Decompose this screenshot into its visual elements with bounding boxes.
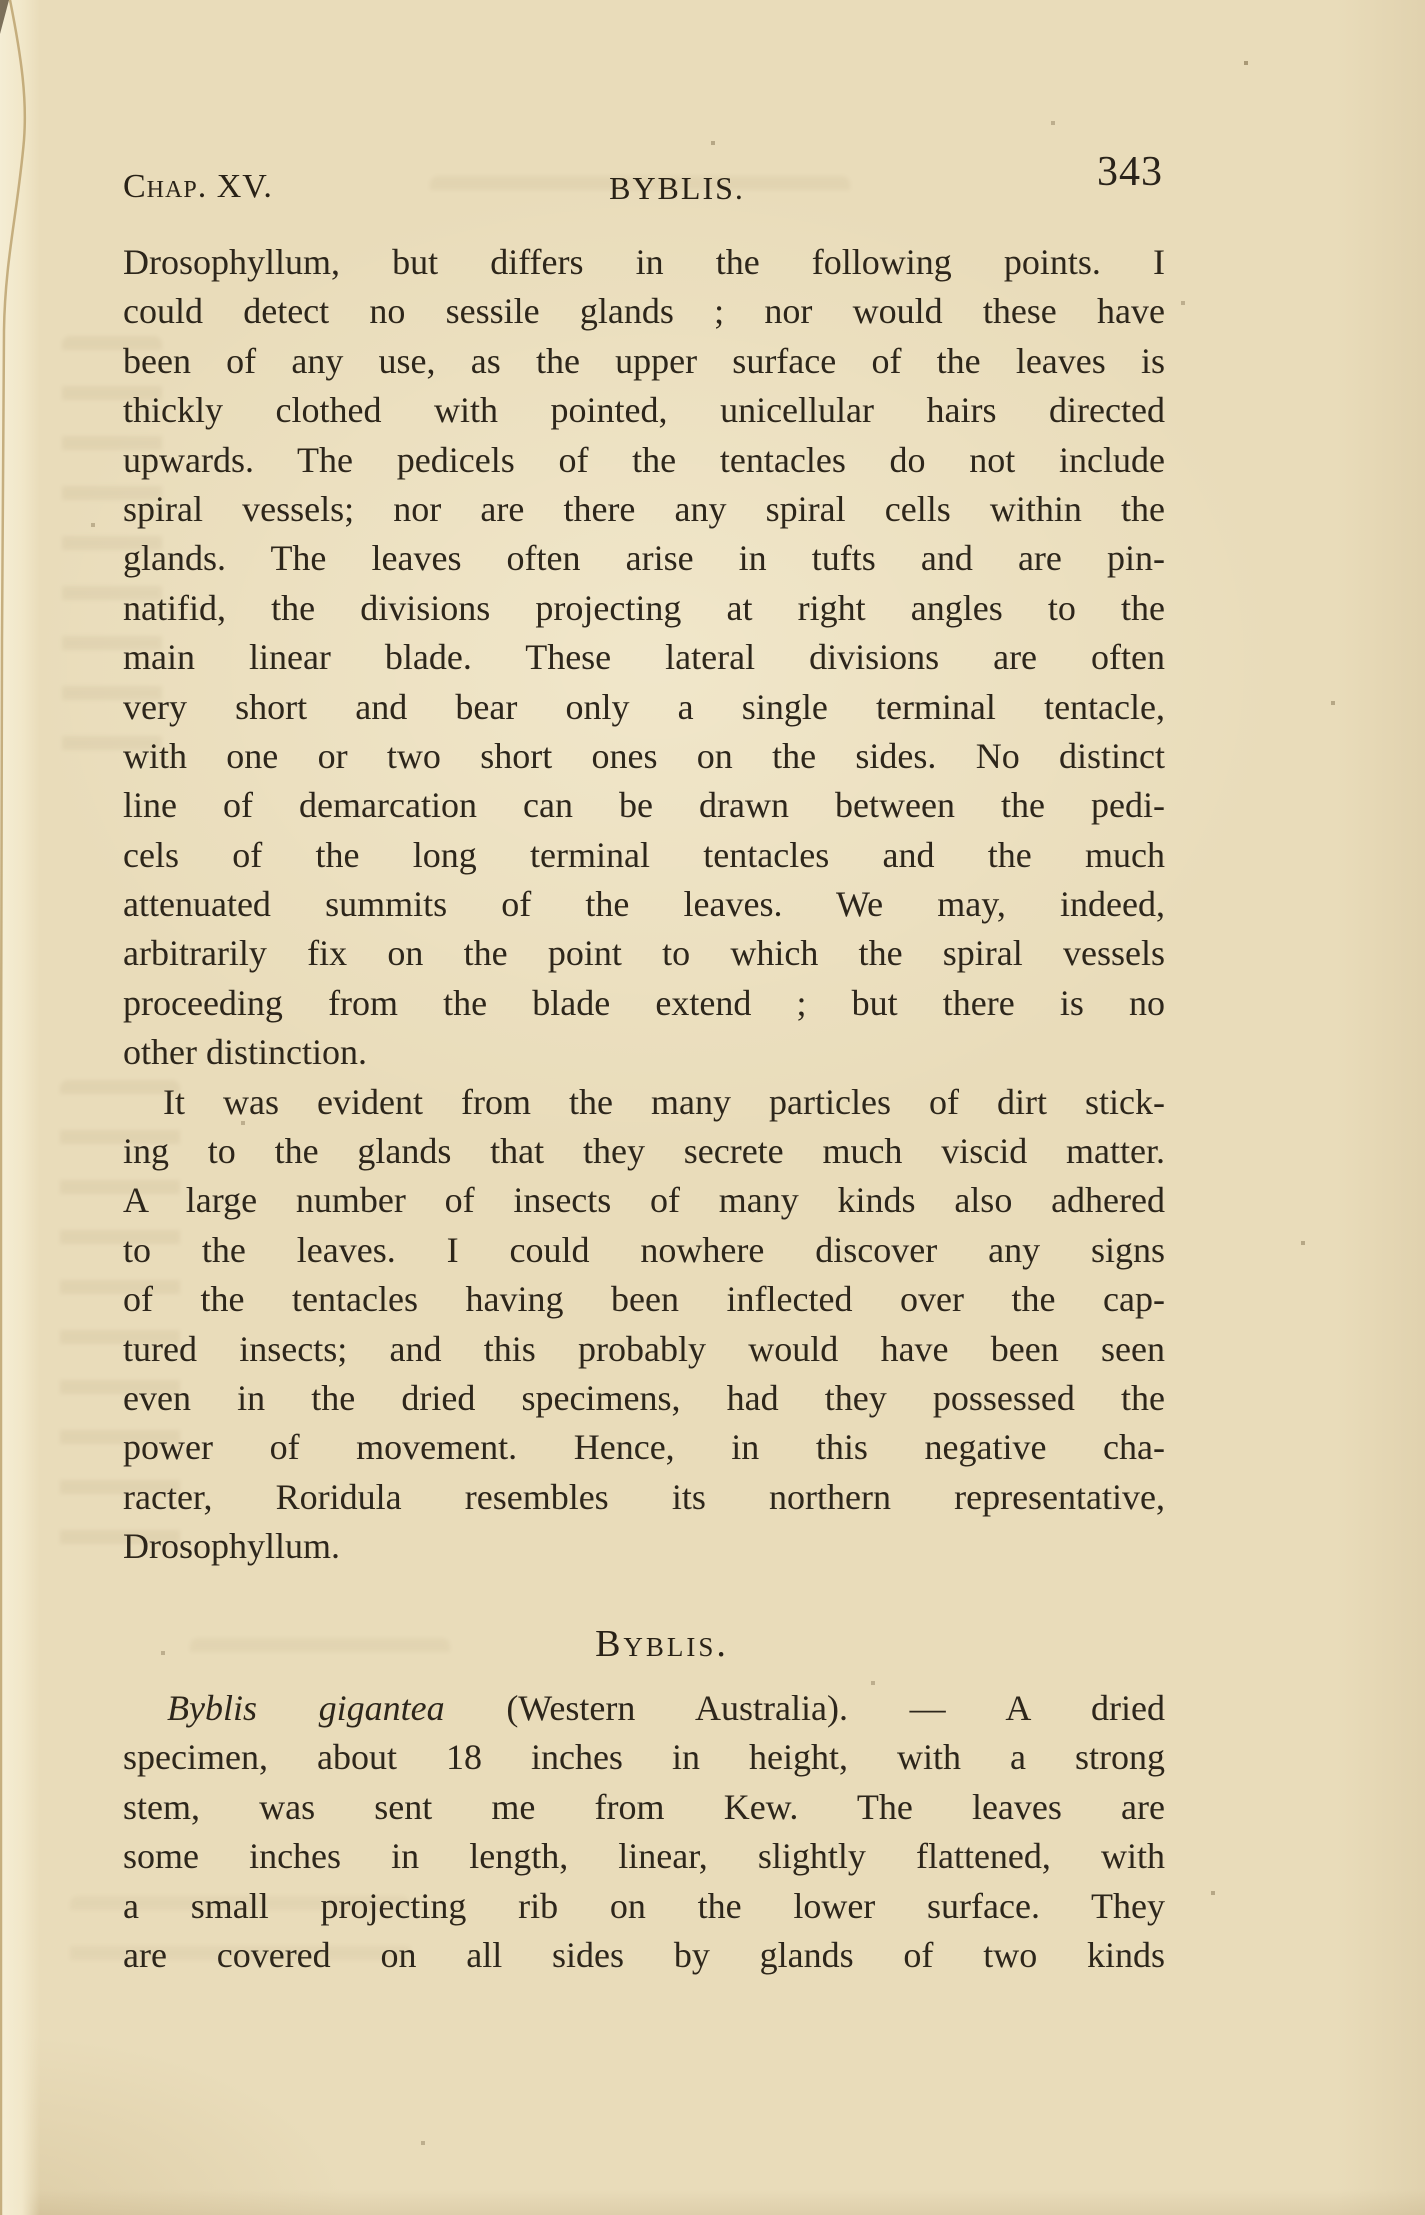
text-line: spiral vessels; nor are there any spiral cells within the [123,488,1165,529]
text-line: upwards. The pedicels of the tentacles do not include [123,439,1165,480]
paragraph [123,238,1165,1078]
text-line: Drosophyllum. [123,1526,341,1567]
text-line: thickly clothed with pointed, unicellular hairs directed [123,390,1165,431]
text-line: stem, was sent me from Kew. The leaves are [123,1786,1165,1827]
text-line: with one or two short ones on the sides. No distinct [123,735,1165,776]
chapter-label: Chap. XV. [123,168,273,205]
text-line: of the tentacles having been inflected over the cap- [123,1279,1165,1320]
species-name-italic: Byblis gigantea [167,1688,445,1728]
text-line: attenuated summits of the leaves. We may, indeed, [123,884,1165,925]
text-line: are covered on all sides by glands of two kinds [123,1934,1165,1975]
running-title: BYBLIS. [609,170,745,206]
page-edge-line [0,0,40,2215]
text-line: to the leaves. I could nowhere discover any signs [123,1229,1165,1270]
text-line: very short and bear only a single terminal tentacle, [123,686,1165,727]
text-line: glands. The leaves often arise in tufts and are pin- [123,538,1165,579]
text-line: some inches in length, linear, slightly flattened, with [123,1836,1165,1877]
text-line: specimen, about 18 inches in height, with a strong [123,1737,1165,1778]
body-text [123,238,1165,1572]
text-line: arbitrarily fix on the point to which the spiral vessels [123,933,1165,974]
text-line: power of movement. Hence, in this negative cha- [123,1427,1165,1468]
text-line: ing to the glands that they secrete much viscid matter. [123,1131,1165,1172]
running-header [0,0,1425,206]
section-heading: Byblis. [595,1623,729,1665]
text-line: cels of the long terminal tentacles and the much [123,834,1165,875]
text-line: a small projecting rib on the lower surface. They [123,1885,1165,1926]
paragraph [123,1078,1165,1572]
text-line: natifid, the divisions projecting at right angles to the [123,587,1165,628]
text-line: proceeding from the blade extend ; but there is no [123,982,1165,1023]
text-line: even in the dried specimens, had they possessed the [123,1377,1165,1418]
text-line: other distinction. [123,1032,367,1073]
text-line: main linear blade. These lateral divisions are often [123,637,1165,678]
text-line [123,1684,1165,1733]
text-line: racter, Roridula resembles its northern representative, [123,1476,1165,1517]
paragraph [123,1684,1165,1980]
text-line: could detect no sessile glands ; nor would these have [123,291,1165,332]
page-number: 343 [1097,149,1163,195]
text-line: been of any use, as the upper surface of the leaves is [123,340,1165,381]
text-line: Drosophyllum, but differs in the following points. I [123,242,1165,282]
text-line: A large number of insects of many kinds also adhered [123,1180,1165,1221]
text-line: line of demarcation can be drawn between the pedi- [123,785,1165,826]
text-line: It was evident from the many particles of dirt stick- [163,1081,1165,1122]
body-text [123,1684,1165,1980]
text-line-rest: (Western Australia). — A dried [444,1688,1165,1728]
text-line: tured insects; and this probably would have been seen [123,1328,1165,1369]
